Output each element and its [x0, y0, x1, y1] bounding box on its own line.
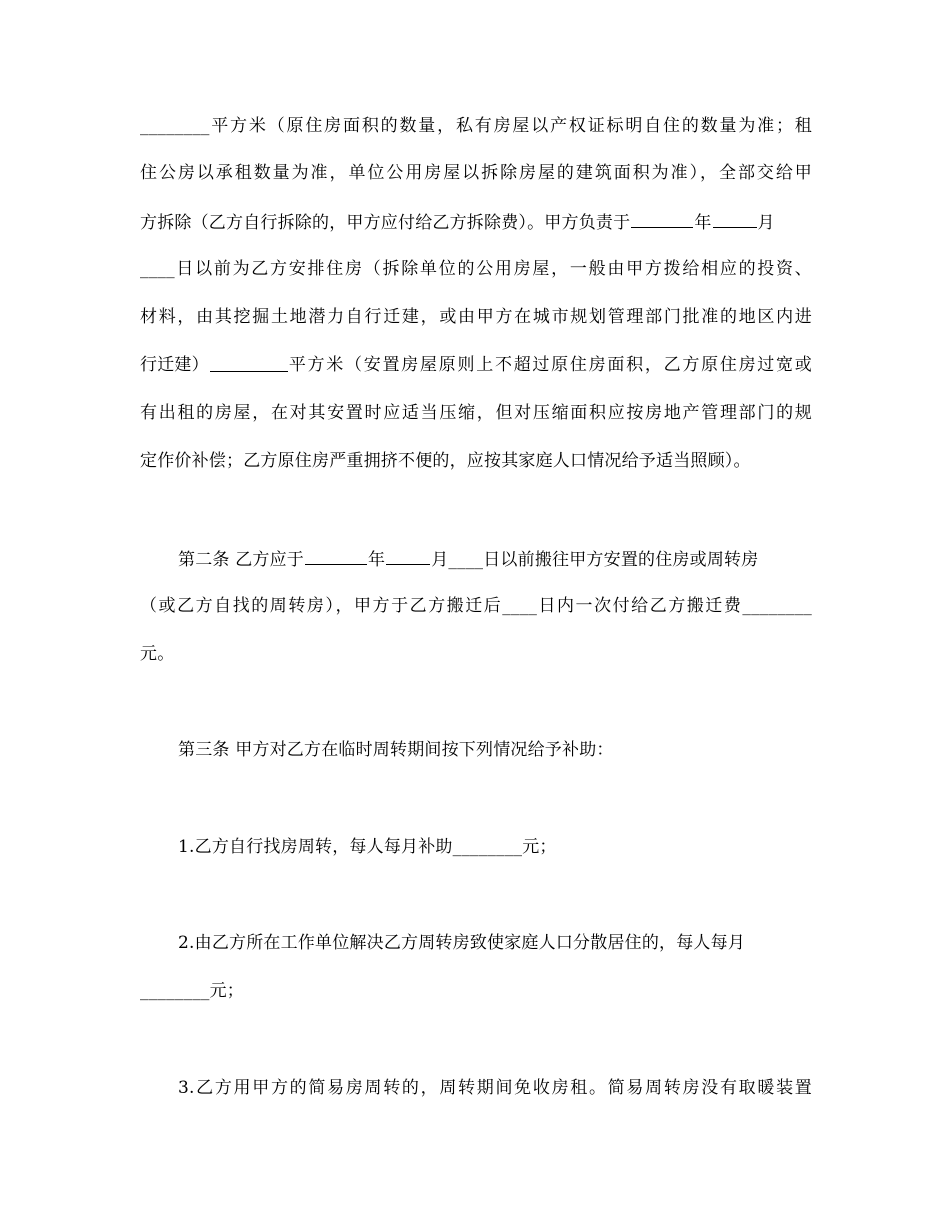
- art2-line-1-rest: 月: [431, 550, 449, 570]
- art1-line-1: ________平方米（原住房面积的数量，私有房屋以产权证标明自住的数量为准；租: [140, 116, 812, 136]
- art2-blank-month: [386, 548, 430, 565]
- art2-blank-year: [305, 548, 367, 565]
- art1-line-3-text: 方拆除（乙方自行拆除的，甲方应付给乙方拆除费）。甲方负责于: [140, 213, 631, 233]
- art2-heading: 第二条 乙方应于: [178, 550, 305, 570]
- art3-item-2-line-2: ________元；: [140, 981, 244, 1001]
- art2-line-1-tail: ____日以前搬往甲方安置的住房或周转房: [448, 550, 759, 570]
- blank-area: [210, 355, 288, 372]
- art1-line-7: 有出租的房屋，在对其安置时应适当压缩，但对压缩面积应按房地产管理部门的规: [140, 403, 812, 423]
- art1-year-label: 年: [694, 213, 712, 233]
- art1-line-6-end: 平方米（安置房屋原则上不超过原住房面积，乙方原住房过宽或: [288, 355, 812, 375]
- art2-year-label: 年: [368, 550, 386, 570]
- art2-line-3: 元。: [140, 644, 175, 664]
- art1-line-6-start: 行迁建）: [140, 355, 209, 375]
- art3-item-3: 3.乙方用甲方的简易房周转的，周转期间免收房租。简易周转房没有取暖装置: [178, 1078, 812, 1098]
- art1-line-5: 材料，由其挖掘土地潜力自行迁建，或由甲方在城市规划管理部门批准的地区内进: [140, 307, 812, 327]
- art1-line-3: [140, 211, 775, 233]
- art2-line-2: （或乙方自找的周转房），甲方于乙方搬迁后____日内一次付给乙方搬迁费________: [140, 596, 812, 616]
- art2-line-1: [178, 548, 758, 570]
- art1-line-6: [140, 355, 812, 375]
- art1-line-2: 住公房以承租数量为准，单位公用房屋以拆除房屋的建筑面积为准），全部交给甲: [140, 163, 812, 183]
- art3-heading: 第三条 甲方对乙方在临时周转期间按下列情况给予补助：: [178, 740, 614, 760]
- art1-line-8: 定作价补偿；乙方原住房严重拥挤不便的，应按其家庭人口情况给予适当照顾）。: [140, 451, 751, 471]
- art3-item-1: 1.乙方自行找房周转，每人每月补助________元；: [178, 837, 557, 857]
- blank-month: [713, 211, 757, 228]
- art1-line-4: ____日以前为乙方安排住房（拆除单位的公用房屋，一般由甲方拨给相应的投资、: [140, 259, 812, 279]
- blank-year: [631, 211, 693, 228]
- art3-item-2-line-1: 2.由乙方所在工作单位解决乙方周转房致使家庭人口分散居住的，每人每月: [178, 933, 746, 953]
- art1-month-label: 月: [757, 213, 775, 233]
